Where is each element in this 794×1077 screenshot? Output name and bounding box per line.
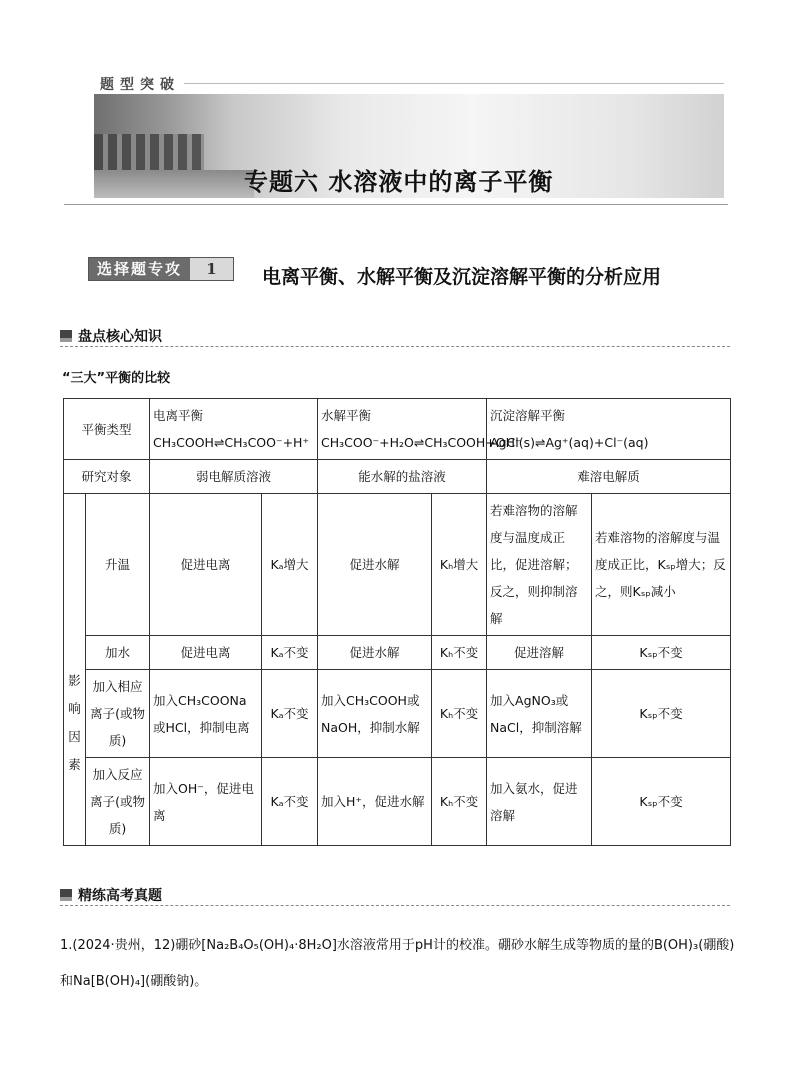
table-row: [64, 460, 731, 494]
table-cell: 能水解的盐溶液: [318, 460, 487, 494]
table-cell: 加入氨水，促进溶解: [487, 758, 592, 846]
subhead-label: 盘点核心知识: [78, 329, 162, 345]
table-cell: 促进电离: [150, 636, 262, 670]
table-row: [64, 758, 731, 846]
banner-divider: [184, 83, 724, 84]
book-icon: [60, 330, 72, 342]
table-cell: 若难溶物的溶解度与温度成正比，促进溶解；反之，则抑制溶解: [487, 494, 592, 636]
header-cell: 水解平衡CH₃COO⁻+H₂O⇌CH₃COOH+OH⁻: [318, 399, 487, 460]
table-cell: Kₕ不变: [432, 758, 487, 846]
table-cell: Kₛₚ不变: [592, 670, 731, 758]
table-row: [64, 494, 731, 636]
table-cell: 加水: [86, 636, 150, 670]
question-1: 1.(2024·贵州，12)硼砂[Na₂B₄O₅(OH)₄·8H₂O]水溶液常用于pH计的校准。硼砂水解生成等物质的量的B(OH)₃(硼酸)和Na[B(OH)₄](硼酸钠)。: [60, 938, 735, 989]
equilibrium-comparison-table: [63, 398, 731, 846]
table-cell: 弱电解质溶液: [150, 460, 318, 494]
table-cell: Kₐ不变: [262, 636, 318, 670]
table-row: [64, 636, 731, 670]
table-cell: 加入H⁺，促进水解: [318, 758, 432, 846]
section-badge-label: 选择题专攻: [89, 258, 190, 280]
table-cell: 难溶电解质: [487, 460, 731, 494]
subhead-label: 精练高考真题: [78, 888, 162, 904]
table-cell: Kₕ不变: [432, 670, 487, 758]
water-image: [94, 170, 254, 198]
table-cell: Kₛₚ不变: [592, 636, 731, 670]
banner-tag: 题型突破: [100, 77, 180, 93]
section-badge: [88, 257, 234, 281]
table-cell: Kₛₚ不变: [592, 758, 731, 846]
table-cell: 加入相应离子(或物质): [86, 670, 150, 758]
table-cell: 加入CH₃COOH或NaOH，抑制水解: [318, 670, 432, 758]
table-cell: Kₐ增大: [262, 494, 318, 636]
table-cell: 促进水解: [318, 636, 432, 670]
topic-banner: [64, 62, 728, 205]
table-cell: Kₐ不变: [262, 758, 318, 846]
section-title: 电离平衡、水解平衡及沉淀溶解平衡的分析应用: [262, 266, 662, 288]
table-row: [64, 399, 731, 460]
table-cell: 加入反应离子(或物质): [86, 758, 150, 846]
table-cell: 促进水解: [318, 494, 432, 636]
factor-label-cell: 影响因素: [64, 494, 86, 846]
table-cell: 促进电离: [150, 494, 262, 636]
table-cell: 加入OH⁻，促进电离: [150, 758, 262, 846]
table-cell: Kₕ不变: [432, 636, 487, 670]
table-cell: 促进溶解: [487, 636, 592, 670]
table-cell: 加入CH₃COONa或HCl，抑制电离: [150, 670, 262, 758]
table-cell: 加入AgNO₃或NaCl，抑制溶解: [487, 670, 592, 758]
subhead-exam-practice: [60, 885, 730, 906]
section-badge-number: 1: [190, 258, 233, 280]
table-cell: 若难溶物的溶解度与温度成正比，Kₛₚ增大；反之，则Kₛₚ减小: [592, 494, 731, 636]
table-cell: Kₐ不变: [262, 670, 318, 758]
table-cell: 升温: [86, 494, 150, 636]
header-cell: 平衡类型: [64, 399, 150, 460]
header-cell: 沉淀溶解平衡 AgCl(s)⇌Ag⁺(aq)+Cl⁻(aq): [487, 399, 731, 460]
table-cell: Kₕ增大: [432, 494, 487, 636]
table-cell: 研究对象: [64, 460, 150, 494]
book-icon: [60, 889, 72, 901]
pier-posts-image: [94, 134, 204, 170]
topic-title: 专题六 水溶液中的离子平衡: [244, 168, 554, 196]
header-cell: 电离平衡CH₃COOH⇌CH₃COO⁻+H⁺: [150, 399, 318, 460]
banner-photo: [94, 94, 724, 198]
table-title: “三大”平衡的比较: [62, 371, 171, 386]
table-row: [64, 670, 731, 758]
subhead-core-knowledge: [60, 326, 730, 347]
